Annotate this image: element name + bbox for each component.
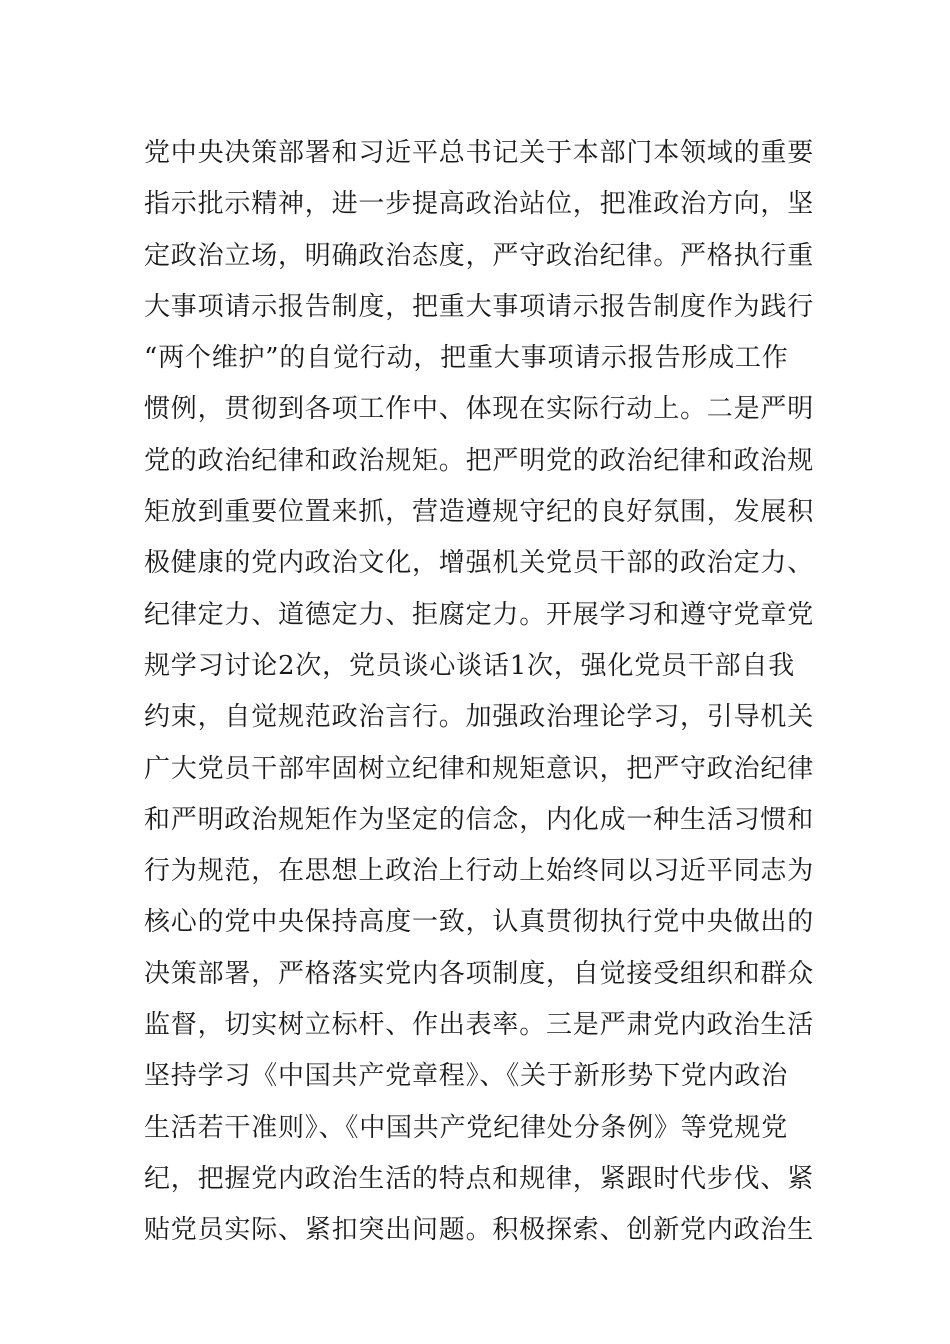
text-line: 贴党员实际、紧扣突出问题。积极探索、创新党内政治生	[144, 1215, 815, 1246]
text-line: 行为规范，在思想上政治上行动上始终同以习近平同志为	[144, 856, 815, 887]
text-line: 规学习讨论2次，党员谈心谈话1次，强化党员干部自我	[144, 650, 796, 681]
text-line: 极健康的党内政治文化，增强机关党员干部的政治定力、	[144, 548, 815, 579]
text-line: 矩放到重要位置来抓，营造遵规守纪的良好氛围，发展积	[144, 497, 815, 528]
text-line: “两个维护”的自觉行动，把重大事项请示报告形成工作	[144, 343, 789, 374]
body-text	[144, 128, 814, 1257]
text-line: 党的政治纪律和政治规矩。把严明党的政治纪律和政治规	[144, 445, 815, 476]
text-line: 核心的党中央保持高度一致，认真贯彻执行党中央做出的	[144, 907, 815, 938]
text-line: 约束，自觉规范政治言行。加强政治理论学习，引导机关	[144, 702, 815, 733]
text-line: 决策部署，严格落实党内各项制度，自觉接受组织和群众	[144, 958, 815, 989]
text-line: 惯例，贯彻到各项工作中、体现在实际行动上。二是严明	[144, 394, 815, 425]
text-line: 纪，把握党内政治生活的特点和规律，紧跟时代步伐、紧	[144, 1163, 815, 1194]
text-line: 和严明政治规矩作为坚定的信念，内化成一种生活习惯和	[144, 804, 815, 835]
text-line: 纪律定力、道德定力、拒腐定力。开展学习和遵守党章党	[144, 599, 815, 630]
text-line: 党中央决策部署和习近平总书记关于本部门本领域的重要	[144, 138, 815, 168]
text-line: 监督，切实树立标杆、作出表率。三是严肃党内政治生活	[144, 1010, 815, 1041]
text-line: 大事项请示报告制度，把重大事项请示报告制度作为践行	[144, 291, 815, 322]
text-line: 坚持学习《中国共产党章程》、《关于新形势下党内政治	[144, 1061, 789, 1092]
text-line: 定政治立场，明确政治态度，严守政治纪律。严格执行重	[144, 240, 815, 271]
text-line: 广大党员干部牢固树立纪律和规矩意识，把严守政治纪律	[144, 753, 815, 784]
text-line: 生活若干准则》、《中国共产党纪律处分条例》等党规党	[144, 1112, 789, 1143]
text-line: 指示批示精神，进一步提高政治站位，把准政治方向，坚	[144, 189, 815, 220]
